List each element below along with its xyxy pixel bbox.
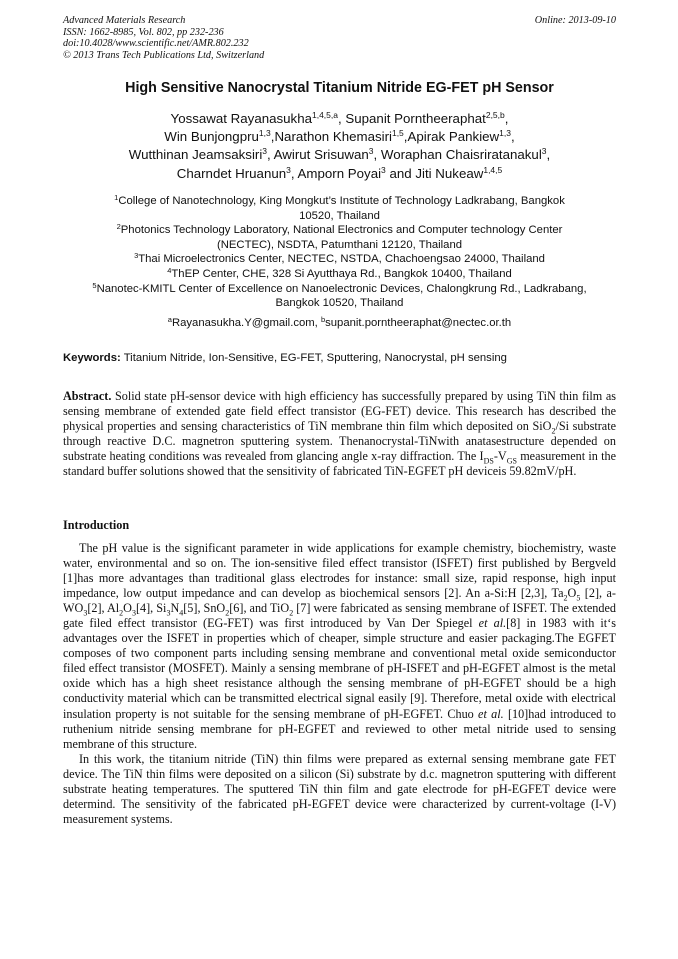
- text-run: [2], a-WO: [63, 586, 616, 616]
- author-line: [63, 146, 616, 164]
- author-sep: ,: [337, 111, 346, 126]
- affiliation-text: Thai Microelectronics Center, NECTEC, NSTDA, Chachoengsao 24000, Thailand: [138, 253, 545, 266]
- affiliation-continued: Bangkok 10520, Thailand: [275, 297, 404, 310]
- author-line: [63, 165, 616, 183]
- text-run: The pH value is the significant parameter in wide applications for example chemistry, biochemistry, waste water, environmental and so on. The ion-sensitive filed effect transistor (ISFET) first published by Bergveld [1]has more advantages than traditional glass electrodes for instance: small size, rapid response, high input impedance, low output impedance and can develop as biochemical sensors [2]. An a-Si:H [2,3], Ta: [63, 541, 616, 601]
- affiliation-text: Nanotec-KMITL Center of Excellence on Nanoelectronic Devices, Chalongkrung Rd., Ladkrabang,: [96, 282, 587, 295]
- keywords: [63, 351, 616, 365]
- author-sup: 1,3: [499, 128, 511, 139]
- abstract: [63, 389, 616, 479]
- email-mark: b: [320, 315, 326, 324]
- author-sup: 3: [286, 164, 291, 175]
- abstract-text: /Si substrate through reactive D.C. magnetron sputtering system. Thenanocrystal-TiNwith anatasestructure depended on substrate heating conditions was revealed from glancing angle x-ray diffraction. The I: [63, 419, 616, 464]
- subscript: 2: [551, 426, 556, 436]
- affiliation-continued: 10520, Thailand: [299, 209, 380, 222]
- author-list: [63, 110, 616, 183]
- abstract-text: -V: [493, 449, 507, 464]
- author-name: Wutthinan Jeamsaksiri: [128, 147, 263, 163]
- affiliation-number: 5: [92, 280, 97, 290]
- author-sup: 1,4,5,a: [311, 110, 338, 120]
- online-date: Online: 2013-09-10: [534, 15, 616, 26]
- email-a[interactable]: Rayanasukha.Y@gmail.com: [171, 317, 315, 329]
- author-name: Supanit Porntheeraphat: [345, 111, 486, 126]
- author-name: Charndet Hruanun: [176, 165, 287, 181]
- affiliation: [63, 267, 616, 282]
- author-name: Jiti Nukeaw: [415, 165, 484, 181]
- affiliation-number: 4: [167, 265, 172, 275]
- introduction-body: [63, 541, 616, 827]
- text-run: O: [567, 586, 577, 601]
- author-sup: 1,4,5: [483, 164, 503, 175]
- paper-title: High Sensitive Nanocrystal Titanium Nitride EG-FET pH Sensor: [125, 80, 554, 96]
- text-run: [10]had introduced to ruthenium nitride sensing membrane for pH-EGFET and reviewed to other metal nitride used to sensing membrane of this structure.: [63, 706, 617, 751]
- author-sup: 1,5: [391, 128, 404, 139]
- keywords-label: Keywords:: [63, 352, 121, 364]
- affiliation: [63, 194, 616, 209]
- affiliation-number: 3: [134, 251, 139, 261]
- affiliation: [63, 252, 616, 267]
- affiliation-number: 2: [116, 222, 121, 232]
- keywords-text: Titanium Nitride, Ion-Sensitive, EG-FET, Sputtering, Nanocrystal, pH sensing: [120, 352, 507, 364]
- subscript: 2: [289, 608, 294, 618]
- abstract-text: measurement in the standard buffer solutions showed that the sensitivity of fabricated TiN-EGFET pH deviceis 59.82mV/pH.: [63, 449, 617, 479]
- affiliation-text: Photonics Technology Laboratory, National Electronics and Computer technology Center: [120, 224, 563, 237]
- author-sup: 3: [262, 146, 268, 157]
- subscript: DS: [483, 456, 494, 466]
- intro-paragraph-2: In this work, the titanium nitride (TiN) thin films were prepared as external sensing membrane gate FET device. The TiN thin films were deposited on a silicon (Si) substrate by d.c. magnetron sputtering with different substrate heating temperatures. The sputtered TiN thin film and gate electrode for pH-EGFET device were determind. The sensitivity of the fabricated pH-EGFET device were characterized by current-voltage (I-V) measurement systems.: [63, 751, 616, 826]
- email-line: [63, 317, 616, 329]
- author-name: Woraphan Chaisriratanakul: [380, 147, 542, 163]
- copyright: © 2013 Trans Tech Publications Ltd, Switzerland: [63, 49, 265, 61]
- text-run: [7] were fabricated as sensing membrane of ISFET. The extended gate filed effect transistor (EG-FET) was first introduced by Van Der Spiegel: [63, 601, 616, 631]
- author-name: Yossawat Rayanasukha: [170, 111, 312, 126]
- journal-header: [63, 15, 616, 61]
- subscript: 2: [225, 608, 230, 618]
- author-sep: ,: [267, 147, 274, 163]
- author-sep: ,: [290, 165, 298, 181]
- author-sup: 3: [541, 146, 547, 157]
- email-b[interactable]: supanit.porntheeraphat@nectec.or.th: [325, 317, 512, 329]
- email-sep: ,: [314, 317, 321, 329]
- email-mark: a: [167, 315, 172, 324]
- text-run: [4], Si: [135, 601, 167, 616]
- text-run: N: [170, 601, 180, 616]
- author-sep: and: [385, 165, 416, 181]
- subscript: 2: [119, 608, 124, 618]
- affiliation: [63, 223, 616, 238]
- subscript: 2: [563, 593, 568, 603]
- intro-paragraph-1: [63, 541, 616, 752]
- author-sup: 2,5,b: [485, 110, 505, 120]
- journal-name: Advanced Materials Research: [63, 15, 186, 26]
- author-sep: ,: [546, 147, 551, 163]
- italic-text: et al.: [478, 706, 504, 721]
- author-sep: ,: [403, 129, 408, 145]
- affiliation: [63, 282, 616, 297]
- author-name: Awirut Srisuwan: [273, 147, 369, 163]
- subscript: 5: [576, 593, 581, 603]
- italic-text: et al.: [478, 616, 507, 631]
- doi: doi:10.4028/www.scientific.net/AMR.802.232: [63, 38, 249, 50]
- text-run: [5], SnO: [183, 601, 226, 616]
- issn: ISSN: 1662-8985, Vol. 802, pp 232-236: [63, 26, 224, 38]
- author-name: Apirak Pankiew: [407, 129, 500, 145]
- author-sup: 3: [381, 164, 386, 175]
- abstract-text: Solid state pH-sensor device with high efficiency has successfully prepared by using TiN thin film as sensing membrane of extended gate field effect transistor (EG-FET) device. This research has described the physical properties and sensing characteristics of TiN membrane thin film which deposited on SiO: [63, 389, 616, 434]
- text-run: O: [123, 601, 132, 616]
- affiliation-text: College of Nanotechnology, King Mongkut’s Institute of Technology Ladkrabang, Bangkok: [118, 195, 565, 207]
- author-name: Win Bunjongpru: [164, 129, 259, 145]
- author-name: Narathon Khemasiri: [274, 129, 392, 145]
- subscript: 4: [179, 608, 184, 618]
- author-line: [63, 128, 616, 146]
- affiliation-text: ThEP Center, CHE, 328 Si Ayutthaya Rd., Bangkok 10400, Thailand: [171, 267, 512, 280]
- author-line: [63, 110, 616, 128]
- author-name: Amporn Poyai: [297, 165, 382, 181]
- text-run: [6], and TiO: [229, 601, 290, 616]
- text-run: [2], Al: [87, 601, 120, 616]
- section-heading: Introduction: [63, 518, 130, 532]
- author-sup: 1,3: [258, 128, 271, 139]
- author-sup: 3: [368, 146, 374, 157]
- author-sep: ,: [504, 111, 509, 126]
- affiliation-continued: (NECTEC), NSDTA, Patumthani 12120, Thailand: [216, 238, 463, 251]
- subscript: 3: [83, 608, 88, 618]
- author-sep: ,: [270, 129, 275, 145]
- subscript: GS: [506, 456, 517, 466]
- author-sep: ,: [510, 129, 515, 145]
- text-run: [8] in 1983 with it‘s advantages over the ISFET in properties which of cheaper, simple structure and easier packaging.The EGFET composes of two component parts including sensing membrane and conventional metal oxide semiconductor filed effect transistor (MOSFET). Mainly a sensing membrane of pH-ISFET and pH-EGFET almost is the metal oxide which has a high sheet resistance although the sensing membrane of pH-EGFET should be a high conductivity material which can be transmitted electrical signal easily [9]. Therefore, metal oxide with electrical insulation property is not suitable for the sensing membrane of pH-EGFET. Chuo: [63, 616, 616, 721]
- abstract-label: Abstract.: [63, 389, 112, 403]
- subscript: 3: [166, 608, 171, 618]
- subscript: 3: [131, 608, 136, 618]
- affiliation-number: 1: [114, 193, 119, 202]
- affiliation-list: [63, 194, 616, 311]
- author-sep: ,: [373, 147, 381, 163]
